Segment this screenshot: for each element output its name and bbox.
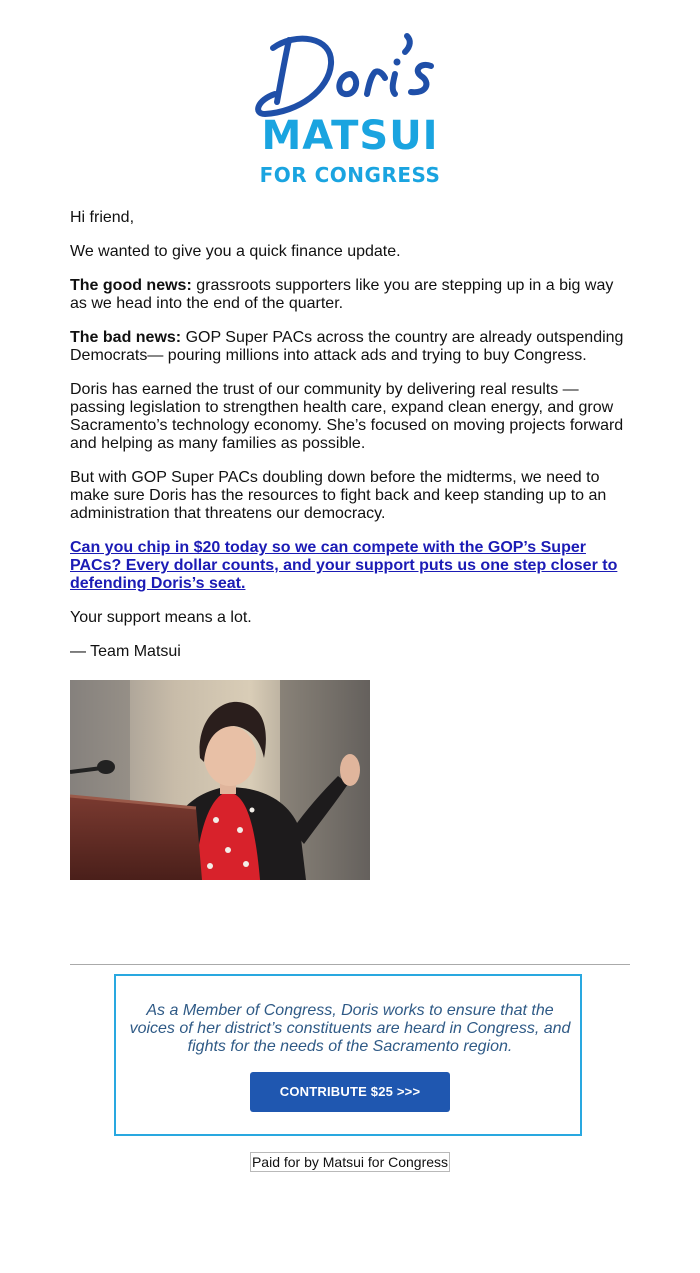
bad-news-paragraph [70, 329, 630, 365]
thanks-paragraph: Your support means a lot. [70, 609, 252, 626]
candidate-photo [70, 680, 370, 880]
donate-link[interactable]: Can you chip in $20 today so we can compete with the GOP’s Super PACs? Every dollar counts, and your support puts us one step closer to defending Doris’s seat. [70, 539, 618, 592]
paid-for-disclaimer: Paid for by Matsui for Congress [251, 1154, 449, 1170]
logo-text [0, 28, 700, 190]
mission-statement: As a Member of Congress, Doris works to ensure that the voices of her district’s constituents are heard in Congress, and fights for the needs of the Sacramento region. [129, 1002, 571, 1055]
intro-paragraph: We wanted to give you a quick finance update. [70, 243, 401, 260]
urgency-paragraph: But with GOP Super PACs doubling down before the midterms, we need to make sure Doris has the resources to fight back and keep standing up to an administration that threatens our democracy. [70, 469, 607, 522]
email-body [70, 209, 630, 677]
footer-panel [114, 974, 582, 1136]
good-news-text: grassroots supporters like you are stepping up in a big way as we head into the end of the quarter. [70, 277, 614, 312]
footer-divider [70, 964, 630, 965]
good-news-paragraph [70, 277, 630, 313]
campaign-logo [0, 28, 700, 190]
record-paragraph: Doris has earned the trust of our community by delivering real results — passing legislation to strengthen health care, expand clean energy, and grow Sacramento’s technology economy. She’s focused on moving projects forward and helping as many families as possible. [70, 381, 624, 452]
contribute-button[interactable]: CONTRIBUTE $25 >>> [250, 1072, 450, 1112]
logo-surname: MATSUI [261, 113, 439, 159]
bad-news-label: The bad news: [70, 329, 182, 346]
cta-paragraph [70, 539, 630, 593]
good-news-label: The good news: [70, 277, 192, 294]
signoff: — Team Matsui [70, 643, 181, 660]
bad-news-text: GOP Super PACs across the country are already outspending Democrats— pouring millions into attack ads and trying to buy Congress. [70, 329, 624, 364]
greeting: Hi friend, [70, 209, 135, 226]
logo-tagline: FOR CONGRESS [259, 163, 441, 187]
